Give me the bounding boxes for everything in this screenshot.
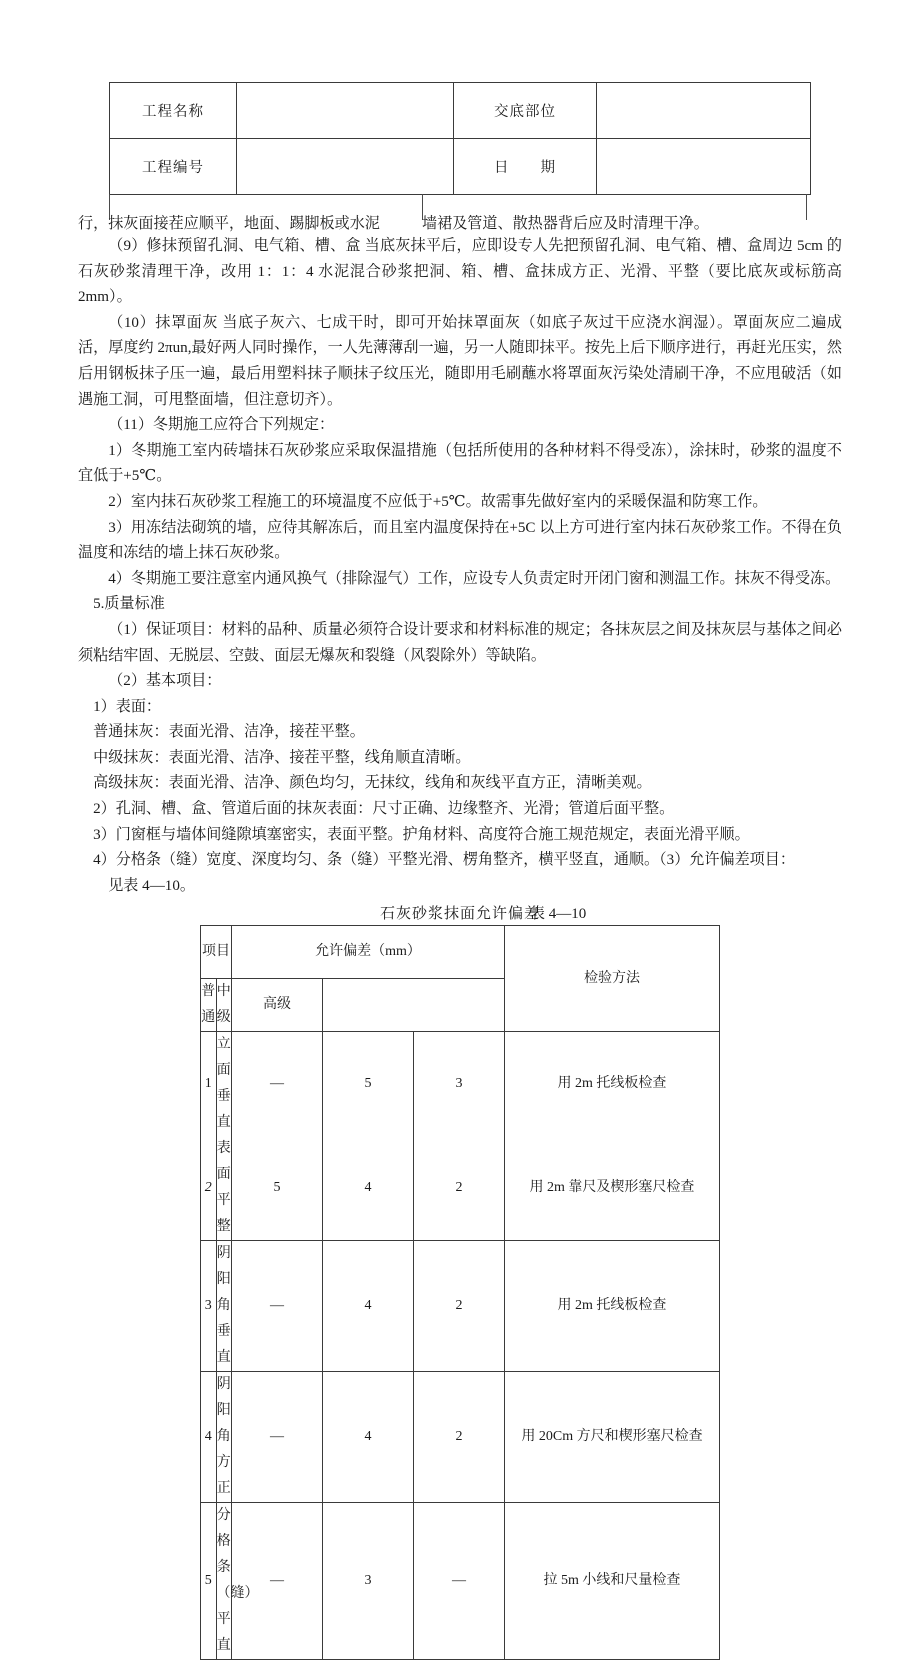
medium-plaster: 中级抹灰：表面光滑、洁净、接茬平整，线角顺直清晰。 [93, 749, 471, 766]
overlapping-text-line [78, 212, 848, 236]
table-row [201, 1503, 720, 1660]
project-number-label: 工程编号 [110, 139, 237, 195]
row-medium: 4 [323, 1136, 414, 1241]
table-row [110, 83, 811, 139]
header-method: 检验方法 [505, 926, 720, 1032]
row-method: 用 2m 托线板检查 [505, 1032, 720, 1137]
row-ordinary: — [232, 1032, 323, 1137]
overlap-line-right: 墙裙及管道、散热器背后应及时清理干净。 [422, 216, 709, 232]
row-ordinary: — [232, 1372, 323, 1503]
deviation-table-caption [200, 902, 720, 923]
document-body [78, 234, 842, 899]
project-name-label: 工程名称 [110, 83, 237, 139]
basic-item-2: 2）孔洞、槽、盒、管道后面的抹灰表面：尺寸正确、边缘整齐、光滑；管道后面平整。 [93, 801, 675, 818]
row-number: 2 [201, 1136, 217, 1241]
paragraph-11: （11）冬期施工应符合下列规定： [108, 417, 335, 434]
row-number: 3 [201, 1241, 217, 1372]
row-ordinary: 5 [232, 1136, 323, 1241]
deviation-table [200, 925, 720, 1660]
header-info-table [109, 82, 811, 195]
row-number: 1 [201, 1032, 217, 1137]
row-high: — [414, 1503, 505, 1660]
overlap-line-left: 行，抹灰面接茬应顺平，地面、踢脚板或水泥 [78, 216, 380, 232]
row-number: 5 [201, 1503, 217, 1660]
paragraph-11-3: 3）用冻结法砌筑的墙，应待其解冻后，而且室内温度保持在+5C 以上方可进行室内抹石灰砂浆工作。不得在负温度和冻结的墙上抹石灰砂浆。 [78, 519, 842, 562]
header-tolerance-group: 允许偏差（mm） [232, 926, 505, 979]
table-header-row [201, 926, 720, 979]
basic-item-3: 3）门窗框与墙体间缝隙填塞密实，表面平整。护角材料、高度符合施工规范规定，表面光滑平顺。 [93, 826, 750, 843]
row-item: 阴阳角方正 [216, 1372, 232, 1503]
row-number: 4 [201, 1372, 217, 1503]
deviation-table-number: 表 4—10 [530, 906, 587, 922]
paragraph-11-2: 2）室内抹石灰砂浆工程施工的环境温度不应低于+5℃。故需事先做好室内的采暖保温和防寒工作。 [108, 493, 768, 510]
row-medium: 3 [323, 1503, 414, 1660]
header-item: 项目 [201, 926, 232, 979]
row-medium: 5 [323, 1032, 414, 1137]
date-label: 日 期 [454, 139, 597, 195]
row-high: 2 [414, 1241, 505, 1372]
basic-item-1: 1）表面： [93, 698, 162, 715]
row-item: 阴阳角垂直 [216, 1241, 232, 1372]
disclosure-part-value[interactable] [597, 83, 811, 139]
project-name-value[interactable] [237, 83, 454, 139]
see-table-ref: 见表 4—10。 [108, 877, 195, 894]
header-ordinary: 普通 [201, 979, 217, 1032]
high-plaster: 高级抹灰：表面光滑、洁净、颜色均匀，无抹纹，线角和灰线平直方正，清晰美观。 [93, 775, 652, 792]
paragraph-11-4: 4）冬期施工要注意室内通风换气（排除湿气）工作，应设专人负责定时开闭门窗和测温工作。抹灰不得受冻。 [108, 570, 841, 587]
section-5-item-2: （2）基本项目： [108, 673, 222, 690]
row-high: 2 [414, 1372, 505, 1503]
deviation-table-title: 石灰砂浆抹面允许偏差 [379, 906, 540, 922]
table-row [110, 139, 811, 195]
row-ordinary: — [232, 1503, 323, 1660]
table-row [201, 1032, 720, 1137]
header-medium: 中级 [216, 979, 232, 1032]
row-method: 用 2m 托线板检查 [505, 1241, 720, 1372]
section-5-heading: 5.质量标准 [93, 596, 165, 613]
row-medium: 4 [323, 1241, 414, 1372]
table-row [201, 1136, 720, 1241]
section-5-item-1: （1）保证项目：材料的品种、质量必须符合设计要求和材料标准的规定；各抹灰层之间及抹灰层与基体之间必须粘结牢固、无脱层、空鼓、面层无爆灰和裂缝（风裂除外）等缺陷。 [78, 621, 842, 664]
row-method: 用 20Cm 方尺和楔形塞尺检查 [505, 1372, 720, 1503]
date-value[interactable] [597, 139, 811, 195]
row-medium: 4 [323, 1372, 414, 1503]
basic-item-4: 4）分格条（缝）宽度、深度均匀、条（缝）平整光滑、楞角整齐，横平竖直，通顺。（3）允许偏差项目： [93, 852, 795, 869]
table-row [201, 1241, 720, 1372]
row-item: 表面平整 [216, 1136, 232, 1241]
paragraph-9: （9）修抹预留孔洞、电气箱、槽、盒 当底灰抹平后，应即设专人先把预留孔洞、电气箱、槽、盒周边 5cm 的石灰砂浆清理干净，改用 1：1：4 水泥混合砂浆把洞、箱、槽、盒抹成方正、光滑、平整（要比底灰或标筋高 2mm）。 [78, 238, 842, 306]
header-high: 高级 [232, 979, 323, 1032]
row-item: 分格条（缝）平直 [216, 1503, 232, 1660]
table-row [201, 1372, 720, 1503]
row-method: 拉 5m 小线和尺量检查 [505, 1503, 720, 1660]
project-number-value[interactable] [237, 139, 454, 195]
paragraph-10: （10）抹罩面灰 当底子灰六、七成干时，即可开始抹罩面灰（如底子灰过干应浇水润湿）。罩面灰应二遍成活，厚度约 2πun,最好两人同时操作，一人先薄薄刮一遍，另一人随即抹平。按先上后下顺序进行，再赶光压实，然后用钢板抹子压一遍，最后用塑料抹子顺抹子纹压光，随即用毛刷蘸水将罩面灰污染处清刷干净，不应甩破活（如遇施工洞，可甩整面墙，但注意切齐）。 [78, 314, 842, 408]
ordinary-plaster: 普通抹灰：表面光滑、洁净，接茬平整。 [93, 724, 365, 741]
row-high: 3 [414, 1032, 505, 1137]
disclosure-part-label: 交底部位 [454, 83, 597, 139]
row-ordinary: — [232, 1241, 323, 1372]
paragraph-11-1: 1）冬期施工室内砖墙抹石灰砂浆应采取保温措施（包括所使用的各种材料不得受冻），涂抹时，砂浆的温度不宜低于+5℃。 [78, 442, 842, 485]
row-item: 立面垂直 [216, 1032, 232, 1137]
row-high: 2 [414, 1136, 505, 1241]
row-method: 用 2m 靠尺及楔形塞尺检查 [505, 1136, 720, 1241]
